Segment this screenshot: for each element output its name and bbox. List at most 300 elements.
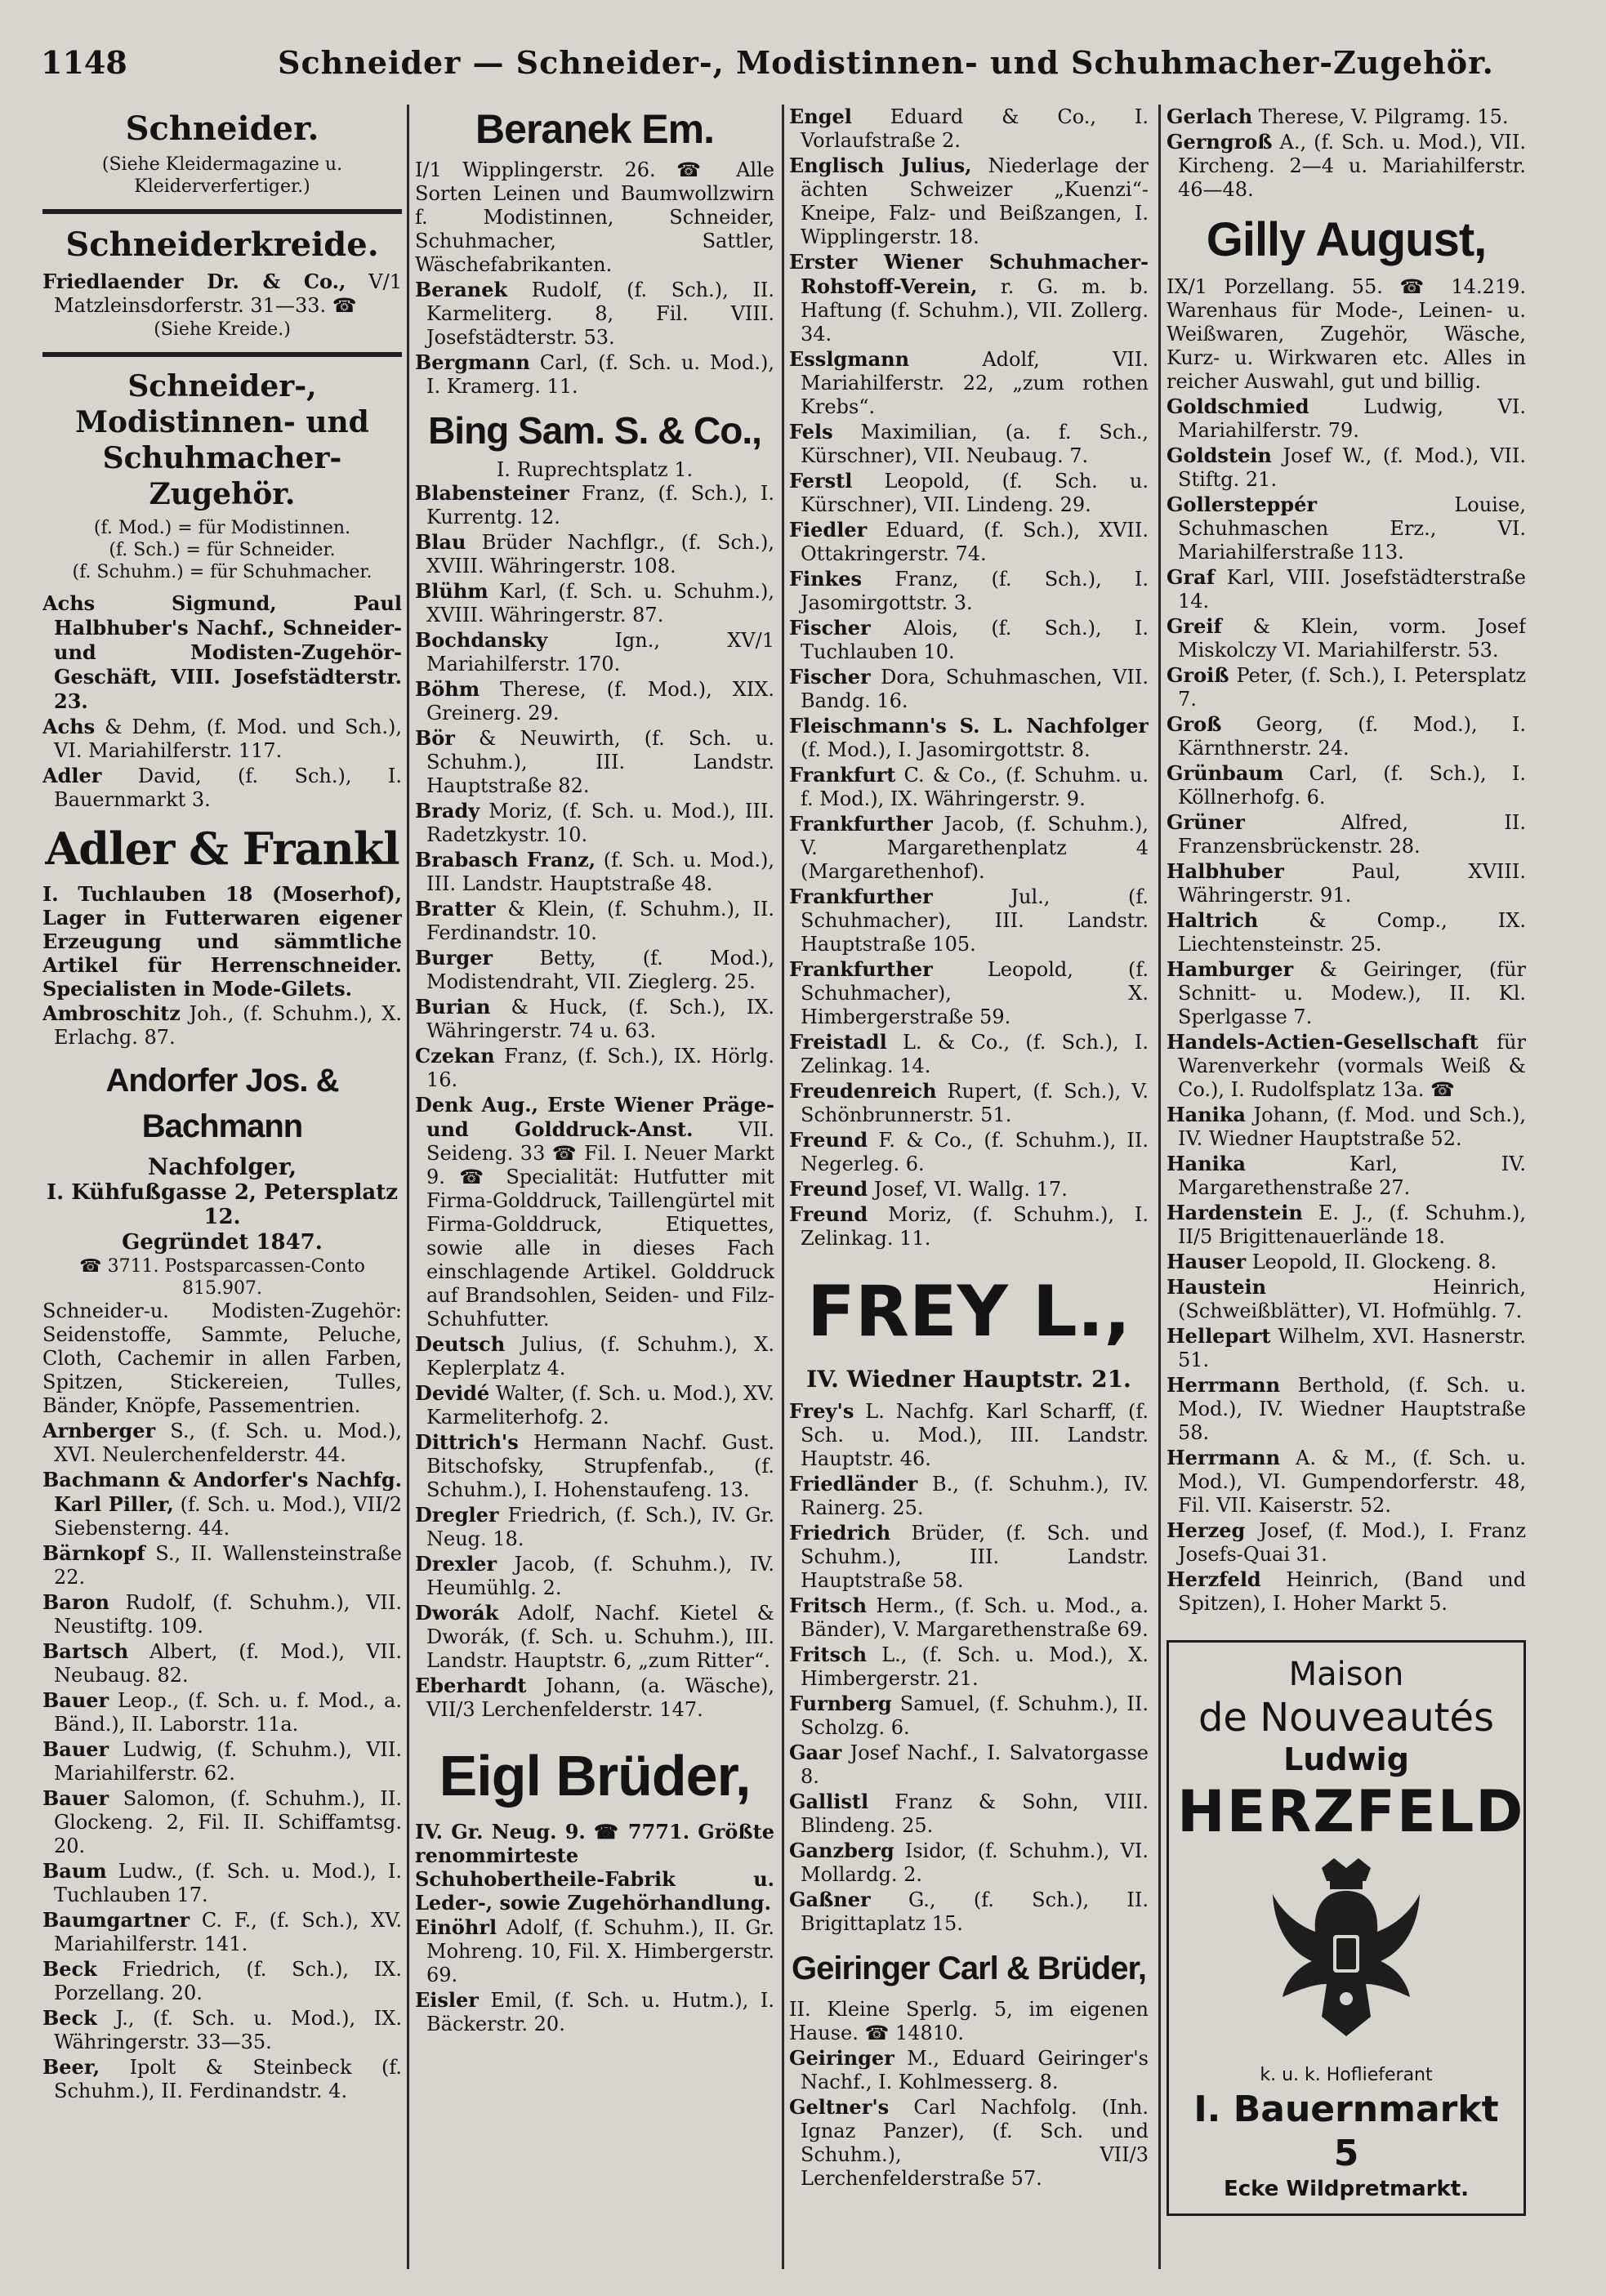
list-item — [415, 677, 774, 725]
entry-name: Blühm — [415, 579, 488, 603]
list-item — [42, 1688, 402, 1736]
entry-text: S., II. Wallensteinstraße 22. — [54, 1542, 402, 1589]
entry-name: Halbhuber — [1167, 859, 1284, 883]
entry-text: Maximilian, (a. f. Sch., Kürschner), VII. Neubaug. 7. — [801, 421, 1149, 467]
entry-name: Blabensteiner — [415, 481, 569, 505]
list-item — [789, 1030, 1149, 1078]
entry-name: Drexler — [415, 1552, 497, 1576]
entry-text: Adolf, (f. Schuhm.), II. Gr. Mohreng. 10, Fil. X. Himbergerstr. 69. — [426, 1916, 774, 1986]
entry-text: (f. Mod.), I. Jasomirgottstr. 8. — [801, 738, 1091, 761]
entry-text: G., (f. Sch.), II. Brigittaplatz 15. — [801, 1888, 1149, 1935]
entry-text: Niederlage der ächten Schweizer „Kuenzi“-Kneipe, Falz- und Beißzangen, I. Wipplingerstr. 18. — [801, 154, 1149, 248]
entry-name: Devidé — [415, 1381, 490, 1405]
list-item — [1167, 810, 1526, 858]
entry-text: A. & M., (f. Sch. u. Mod.), VI. Gumpendorferstr. 48, Fil. VII. Kaiserstr. 52. — [1178, 1447, 1526, 1517]
column-divider — [782, 105, 784, 2269]
entry-name: Friedrich — [789, 1521, 891, 1545]
entry-name: Brabasch Franz, — [415, 848, 596, 872]
entry-text: M., Eduard Geiringer's Nachf., I. Kohlmesserg. 8. — [801, 2047, 1149, 2093]
entry-text: Friedrich, (f. Sch.), IX. Porzellang. 20. — [54, 1958, 402, 2004]
entry-name: Bachmann & Andorfer's Nachfg. Karl Piller, — [42, 1468, 402, 1516]
list-item — [1167, 1324, 1526, 1372]
list-item — [42, 591, 402, 714]
entry-name: Geltner's — [789, 2095, 890, 2119]
list-item — [789, 1079, 1149, 1127]
entry-name: Hellepart — [1167, 1324, 1271, 1348]
entry-name: Fleischmann's S. L. Nachfolger — [789, 714, 1149, 738]
ad-line-maison: Maison — [1288, 1656, 1404, 1693]
list-item — [1167, 1567, 1526, 1616]
entry-text: Leopold, (f. Schuhmacher), X. Himbergerstraße 59. — [801, 958, 1149, 1028]
entry-name: Burian — [415, 995, 491, 1019]
entry-text: Johann, (f. Mod. und Sch.), IV. Wiedner Hauptstraße 52. — [1178, 1103, 1526, 1150]
list-item — [1167, 1446, 1526, 1518]
entry-text: Moriz, (f. Schuhm.), I. Zelinkag. 11. — [801, 1203, 1149, 1250]
entry-name: Esslgmann — [789, 347, 910, 371]
entry-text: Joh., (f. Schuhm.), X. Erlachg. 87. — [54, 1002, 402, 1049]
column-3 — [789, 105, 1149, 2277]
list-item — [1167, 565, 1526, 613]
entry-name: Ferstl — [789, 469, 853, 493]
entry-name: Baum — [42, 1859, 107, 1883]
entry-text: Ludwig, VI. Mariahilferstr. 79. — [1178, 395, 1526, 442]
entry-text: Leopold, (f. Sch. u. Kürschner), VII. Lindeng. 29. — [801, 470, 1149, 516]
list-item — [789, 1741, 1149, 1789]
entry-text: Albert, (f. Mod.), VII. Neubaug. 82. — [54, 1640, 402, 1687]
ad-line-nouveautes: de Nouveautés — [1198, 1695, 1495, 1741]
entry-name: Gerngroß — [1167, 130, 1273, 154]
entry-text: C. F., (f. Sch.), XV. Mariahilferstr. 141. — [54, 1909, 402, 1955]
entry-text: & Dehm, (f. Mod. und Sch.), VI. Mariahilferstr. 117. — [54, 716, 402, 762]
entry-text: Emil, (f. Sch. u. Hutm.), I. Bäckerstr. 20. — [426, 1989, 774, 2035]
entry-text: Moriz, (f. Sch. u. Mod.), III. Radetzkystr. 10. — [426, 800, 774, 846]
entry-name: Blau — [415, 530, 466, 554]
list-item — [789, 420, 1149, 468]
entry-text: S., (f. Sch. u. Mod.), XVI. Neulerchenfelderstr. 44. — [54, 1420, 402, 1466]
entry-name: Böhm — [415, 677, 480, 701]
entry-name: Fritsch — [789, 1594, 868, 1617]
entry-text: Therese, (f. Mod.), XIX. Greinerg. 29. — [426, 678, 774, 724]
entry-name: Grünbaum — [1167, 761, 1284, 785]
column-2 — [415, 105, 774, 2277]
list-item — [415, 946, 774, 994]
list-item — [1167, 130, 1526, 202]
column-divider — [407, 105, 409, 2269]
entry-name: Baron — [42, 1590, 109, 1614]
section-rule — [42, 209, 402, 214]
list-item — [789, 1202, 1149, 1251]
list-item — [415, 1601, 774, 1673]
entry-text: Adolf, Nachf. Kietel & Dworák, (f. Sch. u. Schuhm.), III. Landstr. Hauptstr. 6, „zum Ritter“. — [426, 1602, 774, 1672]
list-item — [415, 530, 774, 578]
entry-name: Freund — [789, 1177, 868, 1201]
entry-text: Franz, (f. Sch.), IX. Hörlg. 16. — [426, 1045, 774, 1091]
entry-text: Josef, (f. Mod.), I. Franz Josefs-Quai 31. — [1178, 1519, 1526, 1566]
list-item — [789, 957, 1149, 1029]
page-header — [41, 44, 1552, 93]
list-item — [1167, 761, 1526, 809]
advertisement-address: I. Ruprechtsplatz 1. — [496, 458, 694, 481]
list-item — [789, 1472, 1149, 1520]
entry-text: Hermann Nachf. Gust. Bitschofsky, Strupfenfab., (f. Schuhm.), I. Hohenstaufeng. 13. — [426, 1431, 774, 1501]
list-item — [415, 1381, 774, 1429]
entry-name: Czekan — [415, 1044, 495, 1068]
entry-name: Fritsch — [789, 1643, 868, 1666]
list-item — [42, 715, 402, 763]
entry-name: Denk Aug., Erste Wiener Präge- und Golddruck-Anst. — [415, 1093, 774, 1141]
entry-text: A., (f. Sch. u. Mod.), VII. Kircheng. 2—4 u. Mariahilferstr. 46—48. — [1178, 131, 1526, 201]
list-item — [789, 2046, 1149, 2094]
list-item — [1167, 1518, 1526, 1567]
entry-text: Josef, VI. Wallg. 17. — [868, 1178, 1068, 1201]
list-item — [1167, 444, 1526, 492]
entry-text: & Huck, (f. Sch.), IX. Währingerstr. 74 u. 63. — [426, 996, 774, 1042]
list-item — [415, 1093, 774, 1331]
list-item — [789, 347, 1149, 419]
list-item — [1167, 395, 1526, 443]
list-item — [415, 1988, 774, 2036]
list-item — [789, 812, 1149, 884]
advertisement-name: Andorfer Jos. & Bachmann — [105, 1063, 339, 1144]
entry-name: Frankfurther — [789, 957, 933, 981]
entry-text: C. & Co., (f. Schuhm. u. f. Mod.), IX. Währingerstr. 9. — [801, 764, 1149, 810]
list-item — [42, 1737, 402, 1786]
entry-name: Herrmann — [1167, 1373, 1281, 1397]
entry-name: Engel — [789, 105, 852, 128]
list-item — [415, 1674, 774, 1722]
entry-name: Bärnkopf — [42, 1541, 145, 1565]
entry-text: Ludwig, (f. Schuhm.), VII. Mariahilferstr. 62. — [54, 1738, 402, 1785]
entry-text: VIII. Josefstädterstr. 23. — [54, 665, 402, 713]
entry-name: Herrmann — [1167, 1446, 1281, 1469]
entry-text: Eduard, (f. Sch.), XVII. Ottakringerstr. 74. — [801, 519, 1149, 565]
entry-name: Geiringer — [789, 2046, 894, 2070]
list-item — [42, 1957, 402, 2005]
list-item — [415, 1552, 774, 1600]
advertisement-name: FREY L., — [806, 1271, 1131, 1353]
list-item — [415, 799, 774, 847]
list-item — [415, 481, 774, 529]
entry-name: Greif — [1167, 614, 1222, 638]
entry-text: E. J., (f. Schuhm.), II/5 Brigittenauerlände 18. — [1178, 1201, 1526, 1248]
list-item — [1167, 663, 1526, 711]
entry-name: Frankfurther — [789, 885, 933, 908]
entry-name: Burger — [415, 946, 493, 970]
entry-name: Arnberger — [42, 1419, 156, 1442]
list-item — [415, 1503, 774, 1551]
entry-text: Rudolf, (f. Schuhm.), VII. Neustiftg. 109. — [54, 1591, 402, 1638]
entry-text: Franz, (f. Sch.), I. Jasomirgottstr. 3. — [801, 568, 1149, 614]
abbreviation-note: (f. Mod.) = für Modistinnen. — [93, 518, 351, 538]
list-item — [1167, 1373, 1526, 1445]
entry-name: Gerlach — [1167, 105, 1253, 128]
list-item — [789, 1888, 1149, 1936]
entry-text: Wilhelm, XVI. Hasnerstr. 51. — [1178, 1325, 1526, 1371]
list-item — [415, 897, 774, 945]
advertisement-founded: Gegründet 1847. — [122, 1230, 323, 1255]
section-heading: Schneider. — [125, 109, 319, 148]
list-item — [415, 1332, 774, 1380]
list-item — [1167, 493, 1526, 564]
entry-name: Hamburger — [1167, 957, 1294, 981]
entry-name: Freistadl — [789, 1030, 887, 1054]
list-item — [1167, 908, 1526, 956]
list-item — [789, 2095, 1149, 2191]
list-item — [42, 270, 402, 318]
list-item — [789, 665, 1149, 713]
list-item — [415, 278, 774, 350]
advertisement-name: Geiringer Carl & Brüder, — [792, 1950, 1146, 1986]
entry-name: Dworák — [415, 1601, 499, 1625]
list-item — [42, 1859, 402, 1907]
list-item — [1167, 614, 1526, 662]
entry-name: Freund — [789, 1202, 868, 1226]
list-item — [789, 1399, 1149, 1471]
list-item — [789, 714, 1149, 762]
entry-text: & Neuwirth, (f. Sch. u. Schuhm.), III. Landstr. Hauptstraße 82. — [426, 727, 774, 797]
entry-text: VII. Seideng. 33 ☎ Fil. I. Neuer Markt 9. ☎ Specialität: Hutfutter mit Firma-Golddruck, Taillengürtel mit Firma-Golddruck, Etiquettes, sowie alle in dieses Fach einschlagende Artikel. Golddruck auf Brandsohlen, Seiden- und Filz-Schuhfutter. — [426, 1118, 774, 1331]
ad-line-surname: HERZFELD — [1177, 1778, 1525, 1845]
entry-name: Ganzberg — [789, 1839, 894, 1862]
entry-name: Fiedler — [789, 518, 868, 542]
entry-name: Hanika — [1167, 1152, 1246, 1175]
entry-name: Finkes — [789, 567, 863, 591]
entry-text: Rupert, (f. Sch.), V. Schönbrunnerstr. 51. — [801, 1080, 1149, 1126]
entry-text: Julius, (f. Schuhm.), X. Keplerplatz 4. — [426, 1333, 774, 1380]
list-item — [42, 1541, 402, 1589]
entry-name: Graf — [1167, 565, 1216, 589]
entry-name: Haltrich — [1167, 908, 1259, 932]
list-item — [415, 995, 774, 1043]
entry-text: Leopold, II. Glockeng. 8. — [1246, 1251, 1497, 1273]
entry-name: Eberhardt — [415, 1674, 527, 1697]
entry-name: Groiß — [1167, 663, 1229, 687]
entry-text: & Klein, vorm. Josef Miskolczy VI. Mariahilferstr. 53. — [1178, 615, 1526, 662]
abbreviation-note: (f. Schuhm.) = für Schuhmacher. — [72, 562, 373, 582]
list-item — [42, 1786, 402, 1858]
list-item — [415, 1915, 774, 1987]
list-item — [415, 848, 774, 896]
entry-name: Adler — [42, 764, 102, 787]
entry-name: Fels — [789, 420, 833, 444]
entry-name: Englisch Julius, — [789, 154, 972, 177]
advertisement-text: IX/1 Porzellang. 55. ☎ 14.219. Warenhaus für Mode-, Leinen- u. Weißwaren, Zugehör, Wäsche, Kurz- u. Wirkwaren etc. Alles in reicher Auswahl, gut und billig. — [1167, 275, 1526, 393]
list-item — [789, 1594, 1149, 1642]
advertisement-name: Adler & Frankl — [45, 823, 399, 875]
entry-name: Bratter — [415, 897, 496, 921]
entry-text: Walter, (f. Sch. u. Mod.), XV. Karmeliterhofg. 2. — [426, 1382, 774, 1429]
entry-name: Frey's — [789, 1399, 854, 1423]
entry-name: Hanika — [1167, 1103, 1246, 1126]
entry-name: Goldstein — [1167, 444, 1272, 467]
list-item — [789, 763, 1149, 811]
entry-text: Adolf, VII. Mariahilferstr. 22, „zum rothen Krebs“. — [801, 348, 1149, 418]
ad-line-purveyor: k. u. k. Hoflieferant — [1260, 2065, 1433, 2085]
entry-text: Paul, XVIII. Währingerstr. 91. — [1178, 860, 1526, 907]
entry-text: J., (f. Sch. u. Mod.), IX. Währingerstr. 33—35. — [54, 2007, 402, 2053]
ad-line-address: I. Bauernmarkt 5 — [1193, 2089, 1499, 2174]
list-item — [789, 885, 1149, 956]
entry-text: Karl, VIII. Josefstädterstraße 14. — [1178, 566, 1526, 613]
entry-text: Peter, (f. Sch.), I. Petersplatz 7. — [1178, 664, 1526, 711]
list-item — [789, 518, 1149, 566]
entry-name: Beer, — [42, 2055, 100, 2079]
list-item — [789, 1177, 1149, 1201]
entry-text: Berthold, (f. Sch. u. Mod.), IV. Wiedner Hauptstraße 58. — [1178, 1374, 1526, 1444]
list-item — [42, 1419, 402, 1467]
list-item — [1167, 1152, 1526, 1200]
list-item — [42, 2055, 402, 2103]
page-number: 1148 — [41, 44, 127, 81]
list-item — [789, 1128, 1149, 1176]
entry-name: Frankfurther — [789, 812, 933, 836]
entry-text: r. G. m. b. Haftung (f. Schuhm.), VII. Zollerg. 34. — [801, 275, 1149, 346]
list-item — [789, 469, 1149, 517]
list-item — [1167, 957, 1526, 1029]
entry-name: Dittrich's — [415, 1430, 519, 1454]
entry-text: Ludw., (f. Sch. u. Mod.), I. Tuchlauben 17. — [54, 1860, 402, 1906]
list-item — [415, 726, 774, 798]
entry-text: Franz & Sohn, VIII. Blindeng. 25. — [801, 1790, 1149, 1837]
entry-name: Gaßner — [789, 1888, 871, 1911]
list-item — [1167, 1201, 1526, 1249]
entry-text: F. & Co., (f. Schuhm.), II. Negerleg. 6. — [801, 1129, 1149, 1175]
list-item — [1167, 1275, 1526, 1323]
list-item — [1167, 1103, 1526, 1151]
entry-name: Handels-Actien-Gesellschaft — [1167, 1030, 1479, 1054]
entry-text: B., (f. Schuhm.), IV. Rainerg. 25. — [801, 1473, 1149, 1519]
advertisement-name: Beranek Em. — [475, 106, 714, 152]
entry-text: Herm., (f. Sch. u. Mod., a. Bänder), V. Margarethenstraße 69. — [801, 1594, 1149, 1641]
entry-name: Dregler — [415, 1503, 499, 1527]
advertisement-name: Eigl Brüder, — [439, 1744, 751, 1808]
entry-name: Achs Sigmund, Paul Halbhuber's Nachf., Schneider- und Modisten-Zugehör-Geschäft, — [42, 591, 402, 689]
abbreviation-note: (f. Sch.) = für Schneider. — [109, 540, 336, 560]
list-item — [415, 1044, 774, 1092]
entry-name: Erster Wiener Schuhmacher-Rohstoff-Verein, — [789, 250, 1149, 298]
advertisement-address: I. Kühfußgasse 2, Petersplatz 12. — [47, 1180, 398, 1229]
list-item — [42, 1639, 402, 1687]
list-item — [1167, 105, 1526, 129]
entry-name: Herzfeld — [1167, 1567, 1261, 1591]
column-1 — [42, 105, 402, 2277]
entry-name: Freudenreich — [789, 1079, 937, 1103]
advertisement-text: IV. Gr. Neug. 9. ☎ 7771. Größte renommirteste Schuhobertheile-Fabrik u. Leder-, sowie Zugehörhandlung. — [415, 1820, 774, 1915]
entry-text: L. Nachfg. Karl Scharff, (f. Sch. u. Mod.), III. Landstr. Hauptstr. 46. — [801, 1400, 1149, 1470]
entry-name: Baumgartner — [42, 1908, 190, 1932]
list-item — [1167, 712, 1526, 760]
entry-name: Hardenstein — [1167, 1201, 1303, 1224]
entry-name: Herzeg — [1167, 1518, 1246, 1542]
entry-text: Ipolt & Steinbeck (f. Schuhm.), II. Ferdinandstr. 4. — [54, 2056, 402, 2102]
imperial-eagle-crest-icon — [1265, 1853, 1428, 2049]
section-rule — [42, 352, 402, 357]
entry-name: Bergmann — [415, 350, 530, 374]
entry-text: Leop., (f. Sch. u. f. Mod., a. Bänd.), II. Laborstr. 11a. — [54, 1689, 402, 1736]
list-item — [42, 1590, 402, 1638]
entry-name: Beck — [42, 2006, 97, 2030]
advertisement-text: II. Kleine Sperlg. 5, im eigenen Hause. ☎ 14810. — [789, 1998, 1149, 2044]
list-item — [415, 628, 774, 676]
entry-text: Carl, (f. Sch. u. Mod.), I. Kramerg. 11. — [426, 351, 774, 398]
entry-text: Alois, (f. Sch.), I. Tuchlauben 10. — [801, 617, 1149, 663]
entry-text: & Geiringer, (für Schnitt- u. Modew.), II. Kl. Sperlgasse 7. — [1178, 958, 1526, 1028]
entry-name: Fischer — [789, 665, 871, 689]
entry-name: Fischer — [789, 616, 871, 640]
entry-text: Brüder, (f. Sch. und Schuhm.), III. Landstr. Hauptstraße 58. — [801, 1522, 1149, 1592]
entry-text: Dora, Schuhmaschen, VII. Bandg. 16. — [801, 666, 1149, 712]
entry-name: Beranek — [415, 278, 508, 301]
entry-name: Beck — [42, 1957, 97, 1981]
entry-text: Heinrich, (Schweißblätter), VI. Hofmühlg. 7. — [1178, 1276, 1526, 1322]
list-item — [1167, 1030, 1526, 1102]
entry-text: Brüder Nachflgr., (f. Sch.), XVIII. Währingerstr. 108. — [426, 531, 774, 577]
entry-text: Isidor, (f. Schuhm.), VI. Mollardg. 2. — [801, 1839, 1149, 1886]
entry-name: Achs — [42, 715, 96, 738]
entry-name: Bauer — [42, 1786, 109, 1810]
page-title: Schneider — Schneider-, Modistinnen- und Schuhmacher-Zugehör. — [278, 44, 1494, 81]
entry-name: Groß — [1167, 712, 1222, 736]
entry-name: Deutsch — [415, 1332, 506, 1356]
entry-text: Carl, (f. Sch.), I. Köllnerhofg. 6. — [1178, 762, 1526, 809]
entry-name: Einöhrl — [415, 1915, 497, 1939]
entry-name: Bauer — [42, 1737, 109, 1761]
advertisement-text: I/1 Wipplingerstr. 26. ☎ Alle Sorten Leinen und Baumwollzwirn f. Modistinnen, Schneider, Schuhmacher, Sattler, Wäschefabrikanten. — [415, 158, 774, 276]
entry-text: Heinrich, (Band und Spitzen), I. Hoher Markt 5. — [1178, 1568, 1526, 1615]
entry-text: (f. Sch. u. Mod.), III. Landstr. Hauptstraße 48. — [426, 849, 774, 895]
list-item — [789, 1790, 1149, 1838]
column-divider — [1158, 105, 1161, 2269]
list-item — [42, 2006, 402, 2054]
entry-text: & Comp., IX. Liechtensteinstr. 25. — [1178, 909, 1526, 956]
list-item — [415, 350, 774, 399]
entry-text: L. & Co., (f. Sch.), I. Zelinkag. 14. — [801, 1031, 1149, 1077]
entry-text: Karl, IV. Margarethenstraße 27. — [1178, 1152, 1526, 1199]
cross-reference: (Siehe Kleidermagazine u. Kleiderverfertiger.) — [101, 154, 343, 197]
entry-text: Ign., XV/1 Mariahilferstr. 170. — [426, 629, 774, 675]
entry-text: Betty, (f. Mod.), Modistendraht, VII. Zieglerg. 25. — [426, 947, 774, 993]
entry-text: Georg, (f. Mod.), I. Kärnthnerstr. 24. — [1178, 713, 1526, 760]
entry-name: Freund — [789, 1128, 868, 1152]
list-item — [1167, 859, 1526, 907]
herzfeld-advertisement — [1167, 1640, 1526, 2216]
list-item — [415, 579, 774, 627]
column-4 — [1167, 105, 1526, 2277]
entry-text: Samuel, (f. Schuhm.), II. Scholzg. 6. — [801, 1692, 1149, 1739]
entry-text: L., (f. Sch. u. Mod.), X. Himbergerstr. 21. — [801, 1643, 1149, 1690]
entry-text: & Klein, (f. Schuhm.), II. Ferdinandstr. 10. — [426, 898, 774, 944]
entry-text: Josef Nachf., I. Salvatorgasse 8. — [801, 1741, 1149, 1788]
entry-text: V/1 Matzleinsdorferstr. 31—33. ☎ — [54, 270, 402, 317]
advertisement-text: I. Tuchlauben 18 (Moserhof), Lager in Futterwaren eigener Erzeugung und sämmtliche Artikel für Herrenschneider. Specialisten in Mode-Gilets. — [42, 882, 402, 1001]
list-item — [789, 1521, 1149, 1593]
list-item — [789, 567, 1149, 615]
entry-name: Bör — [415, 726, 455, 750]
list-item — [42, 764, 402, 812]
advertisement-address: IV. Wiedner Hauptstr. 21. — [806, 1366, 1131, 1393]
entry-text: Jul., (f. Schuhmacher), III. Landstr. Hauptstraße 105. — [801, 885, 1149, 956]
entry-text: Franz, (f. Sch.), I. Kurrentg. 12. — [426, 482, 774, 528]
list-item — [789, 105, 1149, 153]
entry-text: Jacob, (f. Schuhm.), IV. Heumühlg. 2. — [426, 1553, 774, 1599]
ad-line-corner: Ecke Wildpretmarkt. — [1223, 2177, 1470, 2201]
entry-name: Goldschmied — [1167, 395, 1309, 418]
list-item — [42, 1908, 402, 1956]
list-item — [1167, 1250, 1526, 1274]
advertisement-phone: ☎ 3711. Postsparcassen-Conto 815.907. — [79, 1256, 365, 1299]
advertisement-name: Bing Sam. S. & Co., — [428, 409, 761, 452]
entry-name: Bauer — [42, 1688, 109, 1712]
